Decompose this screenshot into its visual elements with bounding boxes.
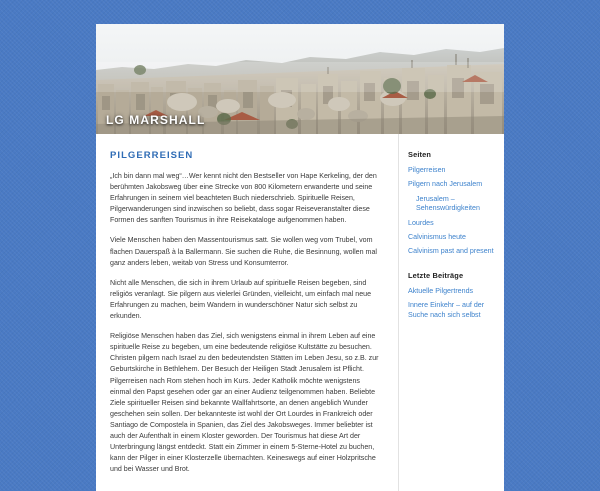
sidebar-link-calvinism-past-and-present[interactable]: Calvinism past and present [408,247,494,256]
site-header [96,24,504,134]
sidebar-block-recent-posts [408,271,498,320]
list-item [408,219,498,228]
list-item [408,166,498,175]
page-wrapper [96,24,504,474]
article-paragraph: Nicht alle Menschen, die sich in ihrem Urlaub auf spirituelle Reisen begeben, sind religiös veranlagt. Sie pilgern aus vielerlei Gründen, vielleicht, um einfach mal neue Erfahrungen zu machen, beim Wandern in wunderschöner Natur sich selbst zu erkunden. [110,278,372,321]
sidebar-link-calvinismus-heute[interactable]: Calvinismus heute [408,233,466,242]
article-paragraph: „Ich bin dann mal weg“…Wer kennt nicht den Bestseller von Hape Kerkeling, der den berühmten Jakobsweg über eine Strecke von 800 Kilometern erwanderte und seine Erfahrungen in seinem viel beachteten Buch niederschrieb. Spirituelle Reisen, Pilgerwanderungen sind inzwischen so beliebt, dass sogar Reiseveranstalter diese Formen des sanften Tourismus in ihre Reisekataloge aufgenommen haben. [110,172,377,225]
list-item [408,301,498,320]
sidebar [399,134,504,491]
sidebar-recent-list [408,287,498,320]
list-item [408,287,498,296]
main-content [96,134,399,491]
sidebar-link-jerusalem-sehenswuerdigkeiten[interactable]: Jerusalem – Sehenswürdigkeiten [416,194,480,213]
sidebar-link-pilgerreisen[interactable]: Pilgerreisen [408,166,446,174]
site-title[interactable]: LG MARSHALL [106,113,206,127]
sidebar-page-list [408,166,498,257]
article-paragraph: Viele Menschen haben den Massentourismus satt. Sie wollen weg vom Trubel, vom flachen Dauerspaß à la Ballermann. Sie suchen die Ruhe, die Besinnung, wollen mal ganz anders leben, weitab von Stress und Konsumterror. [110,236,377,267]
sidebar-heading: Seiten [408,150,432,159]
article-paragraph: Religiöse Menschen haben das Ziel, sich wenigstens einmal in ihrem Leben auf eine spirituelle Reise zu begeben, um eine bedeutende religiöse Kultstätte zu besuchen. Christen pilgern nach Israel zu den bedeutendsten Stätten im Leben Jesu, so z.B. zur Geburtskirche in Bethlehem. Der Besuch der Heiligen Stadt Jerusalem ist Pflicht. Pilgerreisen nach Rom stehen hoch im Kurs. Jeder Katholik möchte wenigstens einmal den Papst gesehen oder gar an einer Audienz teilgenommen haben. Beliebte Ziele spiritueller Reisen sind bekannte Wallfahrtsorte, an denen angeblich Wunder geschehen sein sollen. Der bekannteste ist wohl der Ort Lourdes in Frankreich oder Santiago de Compostela in Spanien, das Ziel des Jakobsweges. Immer beliebter ist auch der Aufenthalt in einem Kloster geworden. Der Tourismus hat diese Art der Unterbringung längst entdeckt. Statt ein Zimmer in einem 5-Sterne-Hotel zu buchen, kann der Pilger in einer Klosterzelle übernachten. Keineswegs auf einer Holzpritsche und bei Wasser und Brot. [110,332,379,474]
sidebar-link-lourdes[interactable]: Lourdes [408,218,434,227]
sidebar-link-innere-einkehr[interactable]: Innere Einkehr – auf der Suche nach sich selbst [408,301,485,319]
list-item [408,247,498,256]
list-item [408,195,498,214]
content-shell [96,134,504,491]
page-title: PILGERREISEN [110,150,194,161]
sidebar-link-pilgern-nach-jerusalem[interactable]: Pilgern nach Jerusalem [408,180,483,189]
list-item [408,233,498,242]
sidebar-heading: Letzte Beiträge [408,270,464,280]
list-item [408,180,498,189]
sidebar-block-pages [408,150,498,257]
sidebar-link-aktuelle-pilgertrends[interactable]: Aktuelle Pilgertrends [408,286,474,295]
